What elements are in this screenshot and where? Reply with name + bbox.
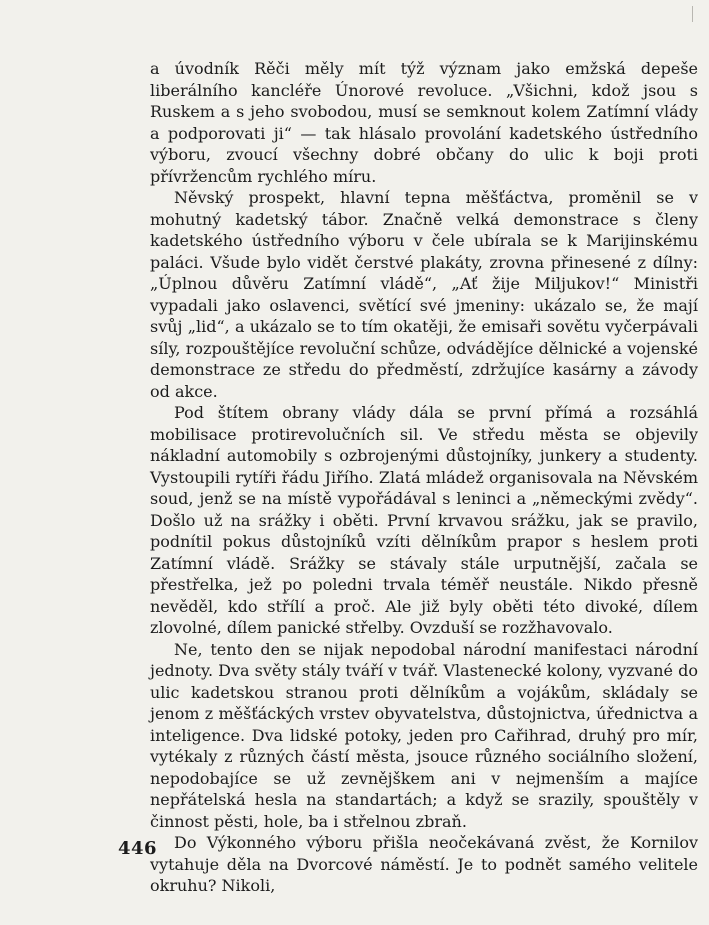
page-number: 446	[118, 838, 158, 859]
paragraph-5: Do Výkonného výboru přišla neočekávaná zvěst, že Kornilov vytahuje děla na Dvorcové náměstí. Je to podnět samého velitele okruhu? Nikoli,	[150, 833, 698, 895]
paragraph-1: a úvodník Rěči měly mít týž význam jako emžská depeše liberálního kancléře Únorové revoluce. „Všichni, kdož jsou s Ruskem a s jeho svobodou, musí se semknout kolem Zatímní vlády a podporovati ji“ — tak hlásalo provolání kadetského ústředního výboru, zvoucí všechny dobré občany do ulic k boji proti přívržencům rychlého míru.	[150, 59, 698, 186]
body-text	[150, 58, 698, 897]
paragraph-2: Něvský prospekt, hlavní tepna měšťáctva, proměnil se v mohutný kadetský tábor. Značně velká demonstrace s členy kadetského ústředního výboru v čele ubírala se k Marijinskému paláci. Všude bylo vidět čerstvé plakáty, zrovna přinesené z dílny: „Úplnou důvěru Zatímní vládě“, „Ať žije Miljukov!“ Ministři vypadali jako oslavenci, světící své jmeniny: ukázalo se, že mají svůj „lid“, a ukázalo se to tím okatěji, že emisaři sovětu vyčerpávali síly, rozpouštějíce revoluční schůze, odvádějíce dělnické a vojenské demonstrace ze středu do předměstí, zdržujíce kasárny a závody od akce.	[150, 188, 698, 401]
paragraph-3: Pod štítem obrany vlády dála se první přímá a rozsáhlá mobilisace protirevolučních sil. Ve středu města se objevily nákladní automobily s ozbrojenými důstojníky, junkery a studenty. Vystoupili rytíři řádu Jiřího. Zlatá mládež organisovala na Něvském soud, jenž se na místě vypořádával s leninci a „německými zvědy“. Došlo už na srážky i oběti. První krvavou srážku, jak se pravilo, podnítil pokus důstojníků vzíti dělníkům prapor s heslem proti Zatímní vládě. Srážky se stávaly stále urputnější, začala se přestřelka, jež po poledni trvala téměř neustále. Nikdo přesně nevěděl, kdo střílí a proč. Ale již byly oběti této divoké, dílem zlovolné, dílem panické střelby. Ovzduší se rozžhavovalo.	[150, 403, 698, 637]
paragraph-4: Ne, tento den se nijak nepodobal národní manifestaci národní jednoty. Dva světy stály tváří v tvář. Vlastenecké kolony, vyzvané do ulic kadetskou stranou proti dělníkům a vojákům, skládaly se jenom z měšťáckých vrstev obyvatelstva, důstojnictva, úřednictva a inteligence. Dva lidské potoky, jeden pro Cařihrad, druhý pro mír, vytékaly z různých částí města, jsouce různého sociálního složení, nepodobajíce se už zevnějškem ani v nejmenším a majíce nepřátelská hesla na standartách; a když se srazily, spouštěly v činnost pěsti, hole, ba i střelnou zbraň.	[150, 639, 698, 831]
page-edge-mark	[692, 6, 693, 22]
